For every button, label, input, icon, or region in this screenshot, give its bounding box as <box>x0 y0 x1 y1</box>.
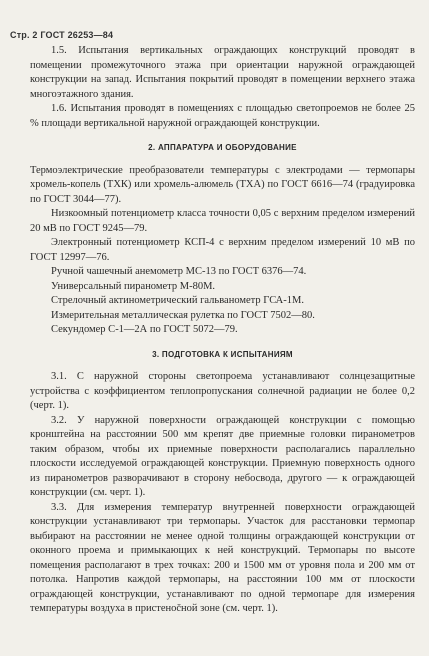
page-header <box>10 30 113 40</box>
equipment-item: Измерительная металлическая рулетка по ГОСТ 7502—80. <box>51 309 315 321</box>
paragraph-1-5: 1.5. Испытания вертикальных ограждающих конструкций проводят в помещении промежуточного этажа при ориентации наружной ограждающей конструкции на запад. Испытания покрытий проводят в помещении верхнего этажа многоэтажного здания. <box>30 45 415 100</box>
equipment-item: Ручной чашечный анемометр МС-13 по ГОСТ 6376—74. <box>51 266 307 277</box>
equipment-item: Секундомер С-1—2А по ГОСТ 5072—79. <box>51 324 238 335</box>
equipment-item: Низкоомный потенциометр класса точности 0,05 с верхним пределом измерений 20 мВ по ГОСТ 9245—79. <box>30 208 415 234</box>
page-number: Стр. 2 <box>10 30 38 40</box>
paragraph-1-6: 1.6. Испытания проводят в помещениях с площадью светопроемов не более 25 % площади вертикальной наружной ограждающей конструкции. <box>30 103 415 129</box>
equipment-item: Стрелочный актинометрический гальванометр ГСА-1М. <box>51 295 304 306</box>
document-body <box>30 44 415 617</box>
section-2-heading: 2. АППАРАТУРА И ОБОРУДОВАНИЕ <box>148 143 297 152</box>
equipment-item: Электронный потенциометр КСП-4 с верхним пределом измерений 10 мВ по ГОСТ 12997—76. <box>30 237 415 263</box>
equipment-item: Универсальный пиранометр М-80М. <box>51 280 216 292</box>
section-3-heading: 3. ПОДГОТОВКА К ИСПЫТАНИЯМ <box>152 349 293 359</box>
equipment-item: Термоэлектрические преобразователи температуры с электродами — термопары хромель-копель (ТХК) или хромель-алюмель (ТХА) по ГОСТ 6616—74 (градуировка по ГОСТ 3044—77). <box>30 164 415 205</box>
paragraph-3-3: 3.3. Для измерения температур внутренней поверхности ограждающей конструкции устанавливают три термопары. Участок для расстановки термопар выбирают на расстоянии не менее одной толщины ограждающей конструкции от оконного проема и примыкающих к ней конструкций. Термопары по высоте помещения располагают в трех точках: 200 и 1500 мм от уровня пола и 200 мм от потолка. Напротив каждой термопары, на расстоянии 100 мм от плоскости ограждающей конструкции, устанавливают по одной термопаре для измерения температуры воздуха в пристенočной зоне (см. черт. 1). <box>30 501 415 614</box>
standard-number: ГОСТ 26253—84 <box>40 30 114 40</box>
paragraph-3-1: 3.1. С наружной стороны светопроема устанавливают солнцезащитные устройства с коэффициентом теплопропускания солнечной радиации не более 0,2 (черт. 1). <box>30 371 415 411</box>
paragraph-3-2: 3.2. У наружной поверхности ограждающей конструкции с помощью кронштейна на расстоянии 500 мм крепят две приемные головки пиранометров таким образом, чтобы их приемные поверхности располагались параллельно плоскости исследуемой ограждающей конструкции. Приемную поверхность одного из пиранометров разворачивают в сторону небосвода, другого — к ограждающей конструкции (см. черт. 1). <box>30 414 415 498</box>
